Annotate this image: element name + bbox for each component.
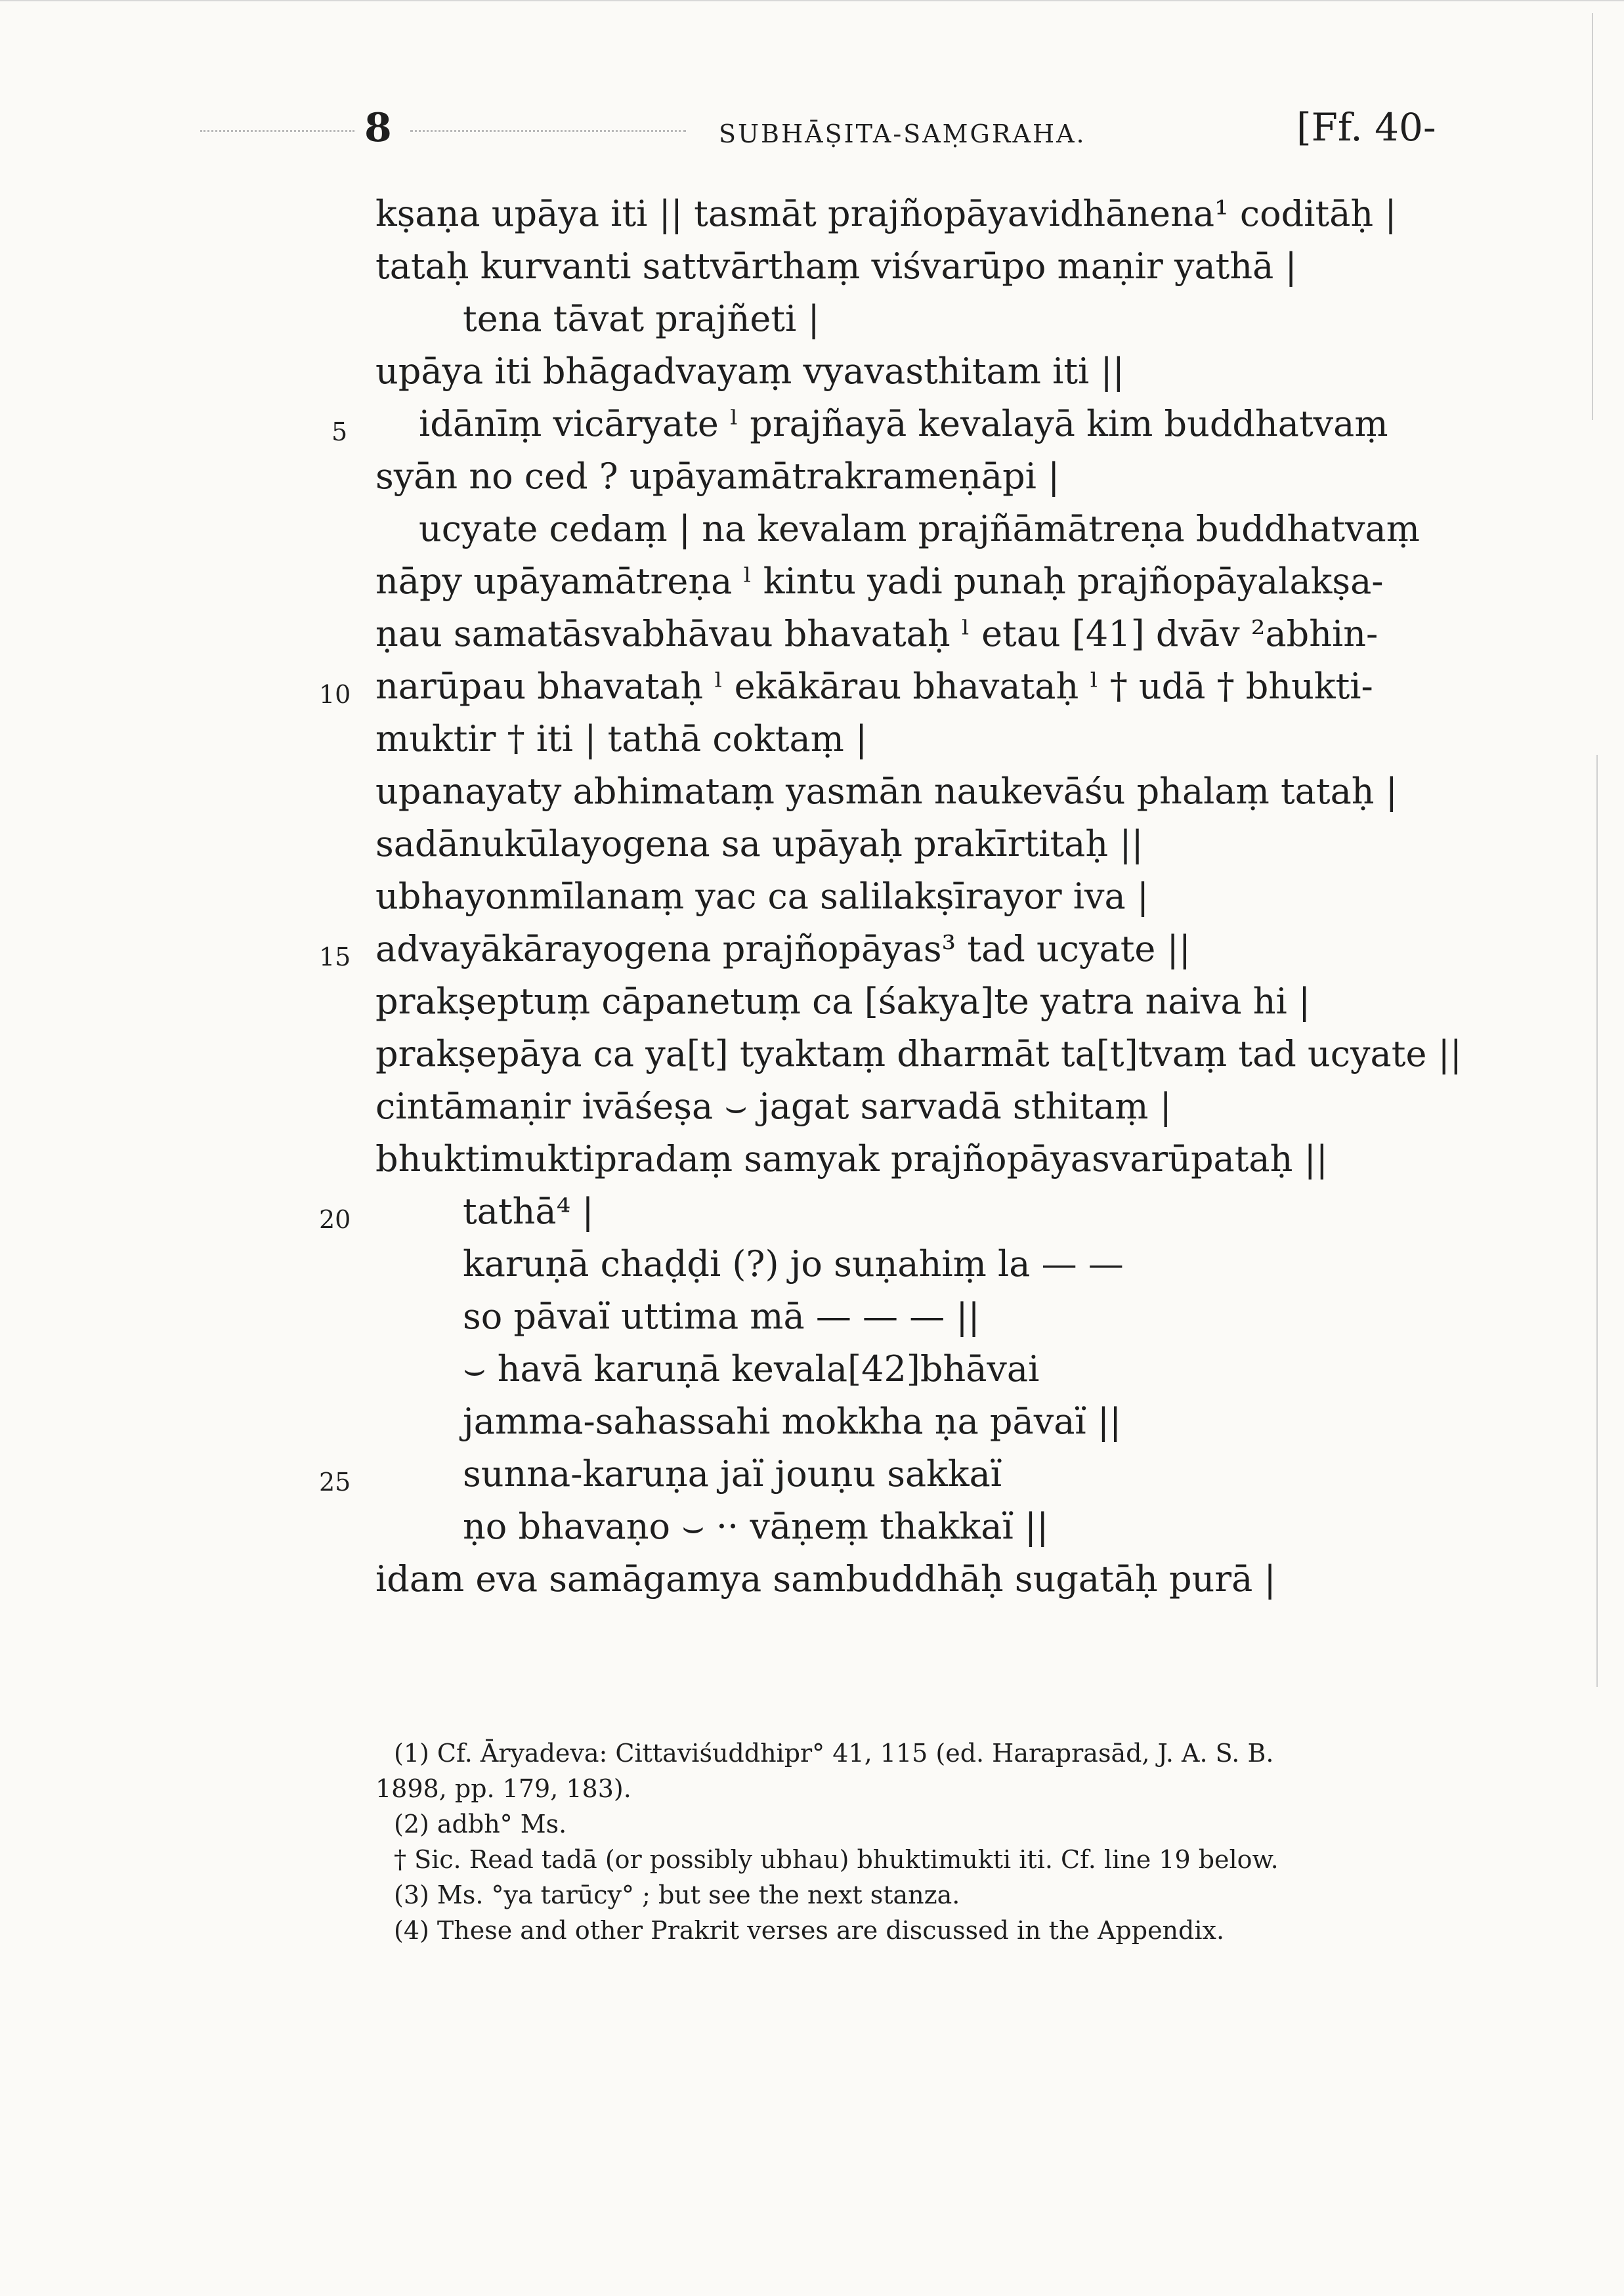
text-line: muktir † iti | tathā coktaṃ | [375, 718, 868, 759]
text-line: bhuktimuktipradaṃ samyak prajñopāyasvarūpataḥ || [375, 1138, 1328, 1180]
text-line: idam eva samāgamya sambuddhāḥ sugatāḥ purā | [375, 1558, 1276, 1600]
text-line: narūpau bhavataḥ ˡ ekākārau bhavataḥ ˡ † udā † bhukti- [375, 666, 1373, 707]
line-number: 20 [319, 1205, 351, 1234]
text-line: so pāvaï uttima mā — — — || [463, 1296, 980, 1337]
text-line: cintāmaṇir ivāśeṣa ⌣ jagat sarvadā sthitaṃ | [375, 1086, 1172, 1127]
text-line: jamma-sahassahi mokkha ṇa pāvaï || [463, 1401, 1122, 1442]
text-line: ubhayonmīlanaṃ yac ca salilakṣīrayor iva | [375, 876, 1149, 917]
text-line: upāya iti bhāgadvayaṃ vyavasthitam iti || [375, 351, 1124, 392]
text-line: tena tāvat prajñeti | [463, 298, 820, 339]
line-number: 15 [319, 943, 351, 971]
dotted-rule [200, 130, 354, 132]
scan-top-edge [0, 0, 1624, 1]
footnote: 1898, pp. 179, 183). [375, 1774, 631, 1803]
scan-edge-shadow [1596, 755, 1598, 1687]
text-line: ⌣ havā karuṇā kevala[42]bhāvai [463, 1348, 1040, 1390]
text-line: kṣaṇa upāya iti || tasmāt prajñopāyavidhānena¹ coditāḥ | [375, 193, 1397, 234]
footnote: † Sic. Read tadā (or possibly ubhau) bhuktimukti iti. Cf. line 19 below. [394, 1845, 1279, 1874]
folio-reference: [Ff. 40- [1296, 105, 1436, 150]
text-line: tathā⁴ | [463, 1191, 594, 1232]
footnote: (2) adbh° Ms. [394, 1810, 567, 1839]
text-line: advayākārayogena prajñopāyas³ tad ucyate || [375, 928, 1191, 969]
text-line: ucyate cedaṃ | na kevalam prajñāmātreṇa buddhatvaṃ [419, 508, 1420, 549]
text-line: upanayaty abhimataṃ yasmān naukevāśu phalaṃ tataḥ | [375, 771, 1398, 812]
running-title: SUBHĀṢITA-SAṂGRAHA. [719, 119, 1086, 148]
footnote: (4) These and other Prakrit verses are discussed in the Appendix. [394, 1916, 1225, 1945]
text-line: sadānukūlayogena sa upāyaḥ prakīrtitaḥ || [375, 823, 1143, 864]
text-line: idānīṃ vicāryate ˡ prajñayā kevalayā kim buddhatvaṃ [419, 403, 1388, 444]
footnote: (1) Cf. Āryadeva: Cittaviśuddhipr° 41, 115 (ed. Haraprasād, J. A. S. B. [394, 1739, 1274, 1768]
text-line: nāpy upāyamātreṇa ˡ kintu yadi punaḥ prajñopāyalakṣa- [375, 561, 1384, 602]
text-line: prakṣepāya ca ya[t] tyaktaṃ dharmāt ta[t]tvaṃ tad ucyate || [375, 1033, 1462, 1074]
text-line: ṇau samatāsvabhāvau bhavataḥ ˡ etau [41] dvāv ²abhin- [375, 613, 1378, 654]
text-line: tataḥ kurvanti sattvārthaṃ viśvarūpo maṇir yathā | [375, 245, 1297, 287]
text-line: ṇo bhavaṇo ⌣ ·· vāṇeṃ thakkaï || [463, 1506, 1049, 1547]
line-number: 25 [319, 1468, 351, 1497]
line-number: 10 [319, 680, 351, 709]
footnote: (3) Ms. °ya tarūcy° ; but see the next stanza. [394, 1881, 960, 1909]
text-line: syān no ced ? upāyamātrakrameṇāpi | [375, 456, 1060, 497]
text-line: prakṣeptuṃ cāpanetuṃ ca [śakya]te yatra naiva hi | [375, 981, 1311, 1022]
line-number: 5 [331, 417, 348, 446]
text-line: karuṇā chaḍḍi (?) jo suṇahiṃ la — — [463, 1243, 1124, 1285]
scan-edge-shadow [1592, 13, 1593, 420]
text-line: sunna-karuṇa jaï jouṇu sakkaï [463, 1453, 1002, 1495]
page-number: 8 [364, 105, 392, 151]
dotted-rule [410, 130, 686, 132]
